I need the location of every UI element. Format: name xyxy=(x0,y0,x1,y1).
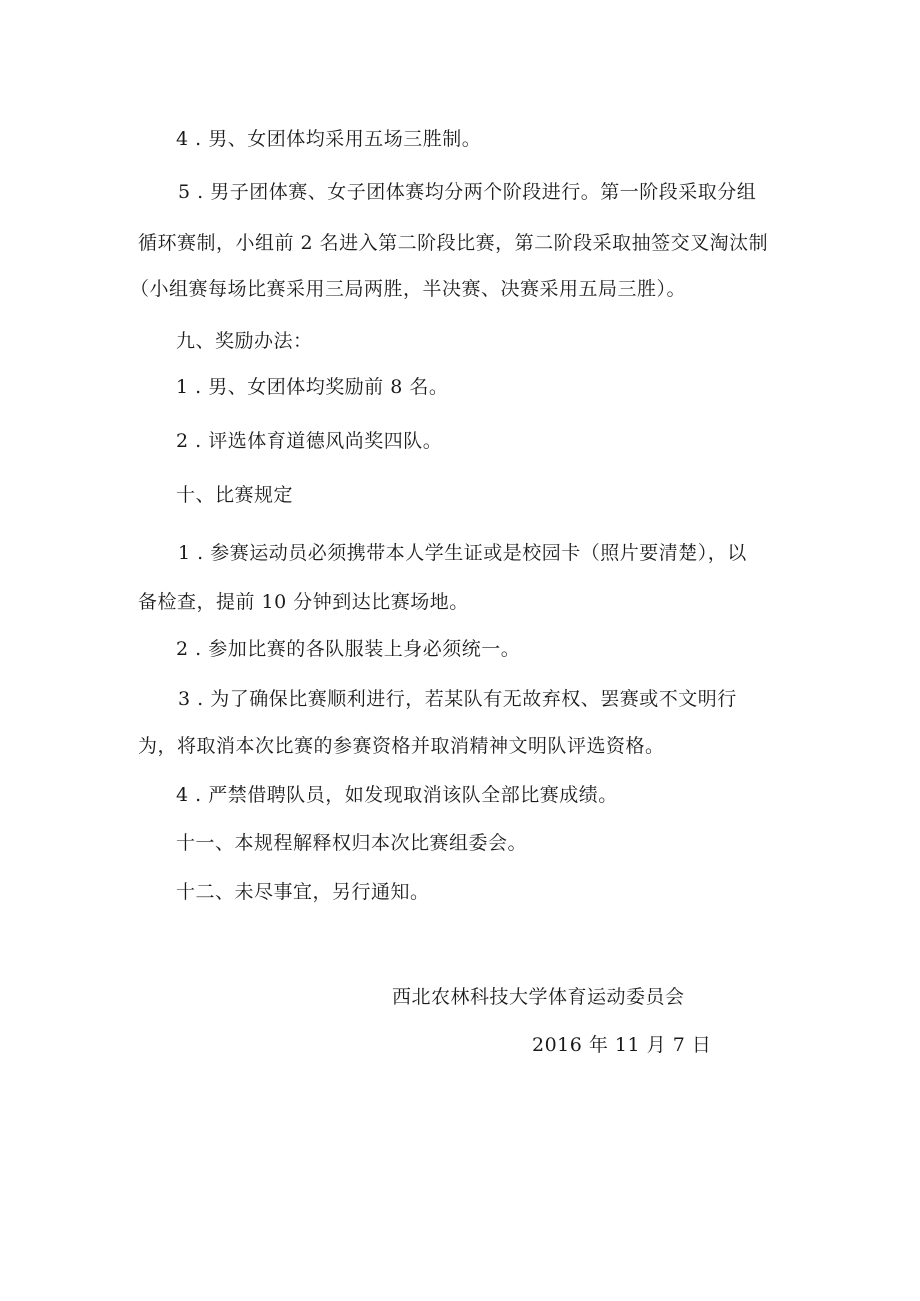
section-12: 十二、未尽事宜，另行通知。 xyxy=(176,881,430,903)
rule-5-stages-line-1: 5 . 男子团体赛、女子团体赛均分两个阶段进行。第一阶段采取分组 xyxy=(178,181,757,203)
award-1: 1 . 男、女团体均奖励前 8 名。 xyxy=(176,376,449,398)
rule-4-team-format: 4 . 男、女团体均采用五场三胜制。 xyxy=(176,128,482,150)
regulation-2: 2 . 参加比赛的各队服装上身必须统一。 xyxy=(176,638,521,660)
section-9-heading: 九、奖励办法： xyxy=(176,330,313,352)
section-11: 十一、本规程解释权归本次比赛组委会。 xyxy=(176,832,528,854)
regulation-3-line-1: 3 . 为了确保比赛顺利进行，若某队有无故弃权、罢赛或不文明行 xyxy=(178,688,737,710)
signature-date: 2016 年 11 月 7 日 xyxy=(532,1034,712,1056)
regulation-1-line-1: 1 . 参赛运动员必须携带本人学生证或是校园卡（照片要清楚），以 xyxy=(178,542,747,564)
award-2: 2 . 评选体育道德风尚奖四队。 xyxy=(176,430,443,452)
section-10-heading: 十、比赛规定 xyxy=(176,484,294,506)
regulation-3-line-2: 为，将取消本次比赛的参赛资格并取消精神文明队评选资格。 xyxy=(138,735,665,757)
rule-5-stages-line-3: （小组赛每场比赛采用三局两胜，半决赛、决赛采用五局三胜）。 xyxy=(130,278,687,300)
signature-organization: 西北农林科技大学体育运动委员会 xyxy=(392,986,685,1008)
rule-5-stages-line-2: 循环赛制，小组前 2 名进入第二阶段比赛，第二阶段采取抽签交叉淘汰制 xyxy=(138,232,769,254)
regulation-4: 4 . 严禁借聘队员，如发现取消该队全部比赛成绩。 xyxy=(176,784,618,806)
regulation-1-line-2: 备检查，提前 10 分钟到达比赛场地。 xyxy=(138,591,469,613)
